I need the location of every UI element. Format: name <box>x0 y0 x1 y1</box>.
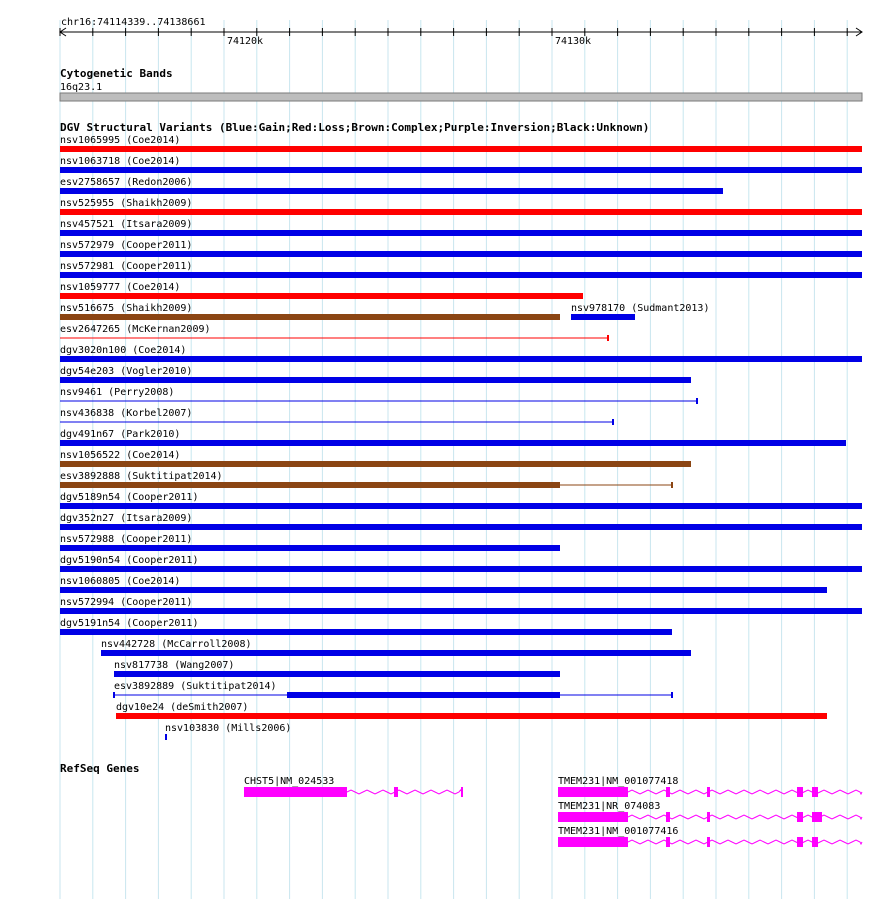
gene-exon[interactable] <box>558 787 628 797</box>
variant-bar[interactable] <box>60 440 846 446</box>
variant-bar[interactable] <box>114 671 560 677</box>
gene-exon[interactable] <box>812 837 818 847</box>
variant-label[interactable]: nsv817738 (Wang2007) <box>114 660 235 671</box>
variant-bar[interactable] <box>60 587 827 593</box>
variant-label[interactable]: esv3892888 (Suktitipat2014) <box>60 471 223 482</box>
cytoband-title: Cytogenetic Bands <box>60 67 173 80</box>
variant-label[interactable]: nsv572979 (Cooper2011) <box>60 240 193 251</box>
variant-label[interactable]: dgv491n67 (Park2010) <box>60 429 181 440</box>
variant-label[interactable]: nsv9461 (Perry2008) <box>60 387 175 398</box>
gene-exon[interactable] <box>707 837 710 847</box>
gene-exon[interactable] <box>797 812 803 822</box>
variant-label[interactable]: nsv572988 (Cooper2011) <box>60 534 193 545</box>
variant-bar[interactable] <box>60 356 862 362</box>
variant-label[interactable]: dgv54e203 (Vogler2010) <box>60 366 193 377</box>
variant-bar[interactable] <box>60 503 862 509</box>
variant-label[interactable]: nsv525955 (Shaikh2009) <box>60 198 193 209</box>
variant-label[interactable]: nsv572994 (Cooper2011) <box>60 597 193 608</box>
variant-label[interactable]: nsv1059777 (Coe2014) <box>60 282 181 293</box>
refseq-title: RefSeq Genes <box>60 762 140 775</box>
variant-bar[interactable] <box>60 272 862 278</box>
variant-bar[interactable] <box>60 461 691 467</box>
variant-label[interactable]: nsv436838 (Korbel2007) <box>60 408 193 419</box>
variant-label[interactable]: nsv978170 (Sudmant2013) <box>571 303 710 314</box>
dgv-title: DGV Structural Variants (Blue:Gain;Red:Loss;Brown:Complex;Purple:Inversion;Black:Unknown) <box>60 121 650 134</box>
variant-bar[interactable] <box>60 293 583 299</box>
variant-bar[interactable] <box>101 650 691 656</box>
gene-label[interactable]: TMEM231|NR_074083 <box>558 801 661 812</box>
gene-label[interactable]: CHST5|NM_024533 <box>244 776 335 787</box>
variant-label[interactable]: dgv5190n54 (Cooper2011) <box>60 555 199 566</box>
variant-bar[interactable] <box>571 314 635 320</box>
region-label: chr16:74114339..74138661 <box>61 17 206 28</box>
variant-label[interactable]: nsv1063718 (Coe2014) <box>60 156 181 167</box>
variant-bar[interactable] <box>60 209 862 215</box>
variant-label[interactable]: nsv457521 (Itsara2009) <box>60 219 193 230</box>
variant-label[interactable]: dgv352n27 (Itsara2009) <box>60 513 193 524</box>
variant-label[interactable]: nsv1060805 (Coe2014) <box>60 576 181 587</box>
gene-intron <box>628 840 862 844</box>
gene-intron <box>628 815 862 819</box>
variant-bar[interactable] <box>60 314 560 320</box>
variant-label[interactable]: nsv1065995 (Coe2014) <box>60 135 181 146</box>
variant-bar[interactable] <box>60 629 672 635</box>
variant-bar[interactable] <box>165 734 167 740</box>
variant-label[interactable]: dgv5191n54 (Cooper2011) <box>60 618 199 629</box>
variant-bar[interactable] <box>60 482 560 488</box>
variant-bars <box>60 146 862 740</box>
variant-bar[interactable] <box>60 146 862 152</box>
variant-bar[interactable] <box>60 230 862 236</box>
variant-labels <box>60 135 709 734</box>
variant-label[interactable]: dgv3020n100 (Coe2014) <box>60 345 187 356</box>
gene-exon[interactable] <box>558 837 628 847</box>
gene-exon[interactable] <box>797 787 803 797</box>
variant-bar[interactable] <box>60 545 560 551</box>
gene-intron <box>347 790 462 794</box>
variant-label[interactable]: nsv516675 (Shaikh2009) <box>60 303 193 314</box>
variant-label[interactable]: dgv5189n54 (Cooper2011) <box>60 492 199 503</box>
variant-label[interactable]: nsv103830 (Mills2006) <box>165 723 292 734</box>
gene-exon[interactable] <box>666 837 670 847</box>
gene-exon[interactable] <box>707 812 710 822</box>
variant-bar[interactable] <box>60 566 862 572</box>
gene-exon[interactable] <box>666 787 670 797</box>
variant-bar[interactable] <box>60 167 862 173</box>
variant-label[interactable]: esv2647265 (McKernan2009) <box>60 324 211 335</box>
tick-label-74130k: 74130k <box>554 36 592 47</box>
gene-exon[interactable] <box>666 812 670 822</box>
gene-models <box>244 787 862 847</box>
tick-label-74120k: 74120k <box>226 36 264 47</box>
gene-label[interactable]: TMEM231|NM_001077416 <box>558 826 679 837</box>
gene-exon[interactable] <box>812 787 818 797</box>
gene-exon[interactable] <box>812 812 822 822</box>
gene-exon[interactable] <box>558 812 628 822</box>
variant-bar[interactable] <box>60 524 862 530</box>
gene-label[interactable]: TMEM231|NM_001077418 <box>558 776 679 787</box>
variant-label[interactable]: esv2758657 (Redon2006) <box>60 177 193 188</box>
ruler <box>60 17 862 47</box>
cytoband-track[interactable] <box>60 67 862 101</box>
gene-intron <box>628 790 862 794</box>
variant-bar[interactable] <box>60 251 862 257</box>
variant-label[interactable]: nsv442728 (McCarroll2008) <box>101 639 252 650</box>
cytoband-bar[interactable] <box>60 93 862 101</box>
variant-label[interactable]: nsv572981 (Cooper2011) <box>60 261 193 272</box>
variant-label[interactable]: dgv10e24 (deSmith2007) <box>116 702 249 713</box>
variant-bar[interactable] <box>60 188 723 194</box>
refseq-track <box>60 762 862 847</box>
variant-label[interactable]: nsv1056522 (Coe2014) <box>60 450 181 461</box>
cytoband-label: 16q23.1 <box>60 82 103 93</box>
variant-bar[interactable] <box>116 713 827 719</box>
gene-exon[interactable] <box>707 787 710 797</box>
variant-bar[interactable] <box>60 608 862 614</box>
gene-exon[interactable] <box>244 787 347 797</box>
dgv-track <box>60 121 862 740</box>
gene-exon[interactable] <box>394 787 398 797</box>
variant-bar[interactable] <box>60 377 691 383</box>
variant-label[interactable]: esv3892889 (Suktitipat2014) <box>114 681 277 692</box>
gene-exon[interactable] <box>797 837 803 847</box>
